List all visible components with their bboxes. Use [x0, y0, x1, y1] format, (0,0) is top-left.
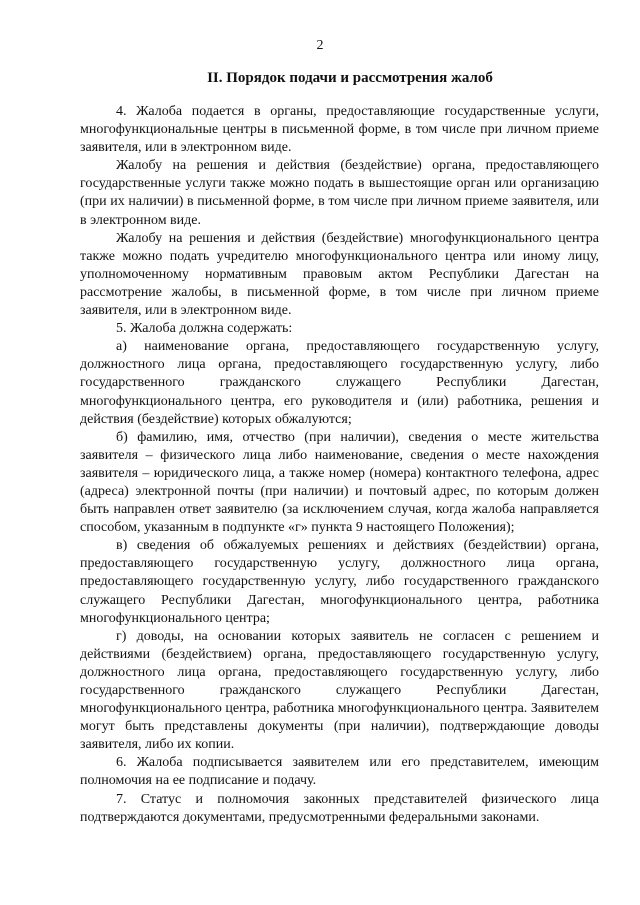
paragraph-4-filing: 4. Жалоба подается в органы, предоставляющие государственные услуги, многофункциональные центры в письменной форме, в том числе при личном приеме заявителя, или в электронном виде.	[80, 104, 599, 156]
paragraph-6-signature: 6. Жалоба подписывается заявителем или его представителем, имеющим полномочия на ее подписание и подачу.	[80, 755, 599, 789]
paragraph-5b: б) фамилию, имя, отчество (при наличии), сведения о месте жительства заявителя – физического лица либо наименование, сведения о месте нахождения заявителя – юридического лица, а также номер (номера) контактного телефона, адрес (адреса) электронной почты (при наличии) и почтовый адрес, по которым должен быть направлен ответ заявителю (за исключением случая, когда жалоба направляется способом, указанным в подпункте «г» пункта 9 настоящего Положения);	[80, 429, 599, 536]
paragraph-higher-authority: Жалобу на решения и действия (бездействие) органа, предоставляющего государственные услуги также можно подать в вышестоящие орган или организацию (при их наличии) в письменной форме, в том числе при личном приеме заявителя, или в электронном виде.	[80, 158, 599, 228]
paragraph-5-contents: 5. Жалоба должна содержать:	[116, 321, 293, 337]
page-number: 2	[316, 38, 324, 53]
document-body	[80, 103, 599, 827]
paragraph-5c: в) сведения об обжалуемых решениях и действиях (бездействии) органа, предоставляющего государственную услугу, должностного лица органа, предоставляющего государственную услугу, либо государственного гражданского служащего Республики Дагестан, многофункционального центра, работника многофункционального центра;	[80, 538, 599, 626]
paragraph-5d: г) доводы, на основании которых заявитель не согласен с решением и действиями (бездействием) органа, предоставляющего государственную услугу, должностного лица органа, предоставляющего государственную услугу, либо государственного гражданского служащего Республики Дагестан, многофункционального центра, работника многофункционального центра. Заявителем могут быть представлены документы (при наличии), подтверждающие доводы заявителя, либо их копии.	[80, 628, 599, 753]
paragraph-mfc-founder: Жалобу на решения и действия (бездействие) многофункционального центра также можно подать учредителю многофункционального центра или иному лицу, уполномоченному нормативным правовым актом Республики Дагестан на рассмотрение жалобы, в письменной форме, в том числе при личном приеме заявителя, или в электронном виде.	[80, 230, 599, 319]
paragraph-5a: а) наименование органа, предоставляющего государственную услугу, должностного лица органа, предоставляющего государственную услугу, либо государственного гражданского служащего Республики Дагестан, многофункционального центра, его руководителя и (или) работника, решения и действия (бездействие) которых обжалуются;	[80, 339, 599, 427]
paragraph-7-representatives: 7. Статус и полномочия законных представителей физического лица подтверждаются документами, предусмотренными федеральными законами.	[80, 791, 599, 825]
section-title: II. Порядок подачи и рассмотрения жалоб	[207, 70, 493, 86]
